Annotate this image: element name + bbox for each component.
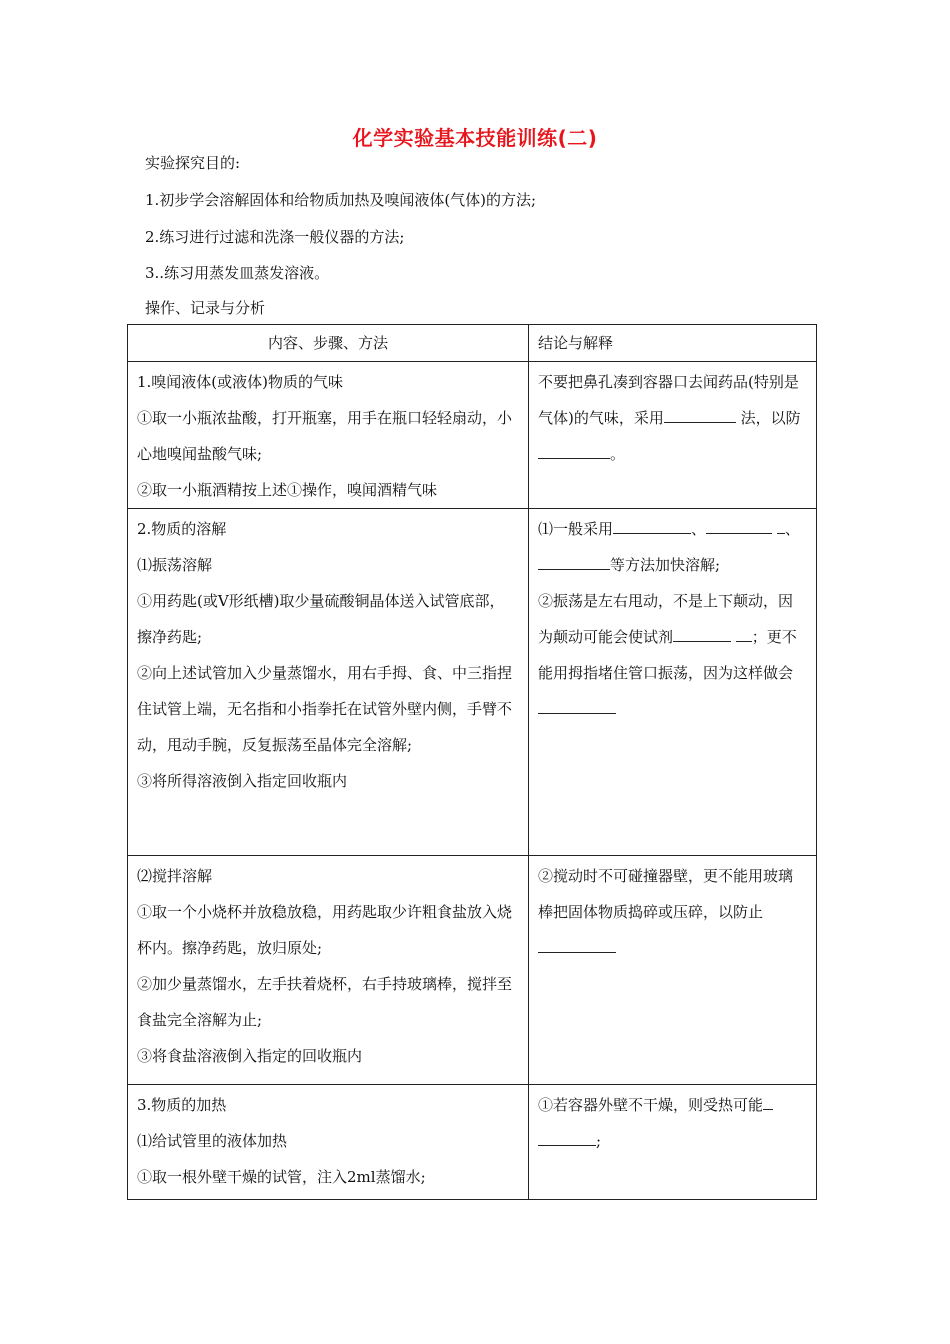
conclusion-paragraph bbox=[538, 583, 807, 727]
goal-item-3: 3..练习用蒸发皿蒸发溶液。 bbox=[145, 264, 330, 282]
step-text: 2.物质的溶解 bbox=[137, 520, 227, 538]
table-header-row bbox=[128, 325, 817, 362]
goal-item-1: 1.初步学会溶解固体和给物质加热及嗅闻液体(气体)的方法; bbox=[145, 191, 537, 209]
conclusion-text: ①若容器外壁不干燥，则受热可能 bbox=[538, 1096, 764, 1114]
step-text: ①用药匙(或V形纸槽)取少量硫酸铜晶体送入试管底部，擦净药匙; bbox=[137, 592, 505, 646]
header-steps: 内容、步骤、方法 bbox=[128, 325, 529, 362]
step-text: ②向上述试管加入少量蒸馏水，用右手拇、食、中三指捏住试管上端，无名指和小指拳托在试管外壁内侧，手臂不动，甩动手腕，反复振荡至晶体完全溶解; bbox=[137, 664, 513, 754]
table-row bbox=[128, 856, 817, 1085]
row4-steps bbox=[128, 1085, 529, 1200]
step-text: ③将所得溶液倒入指定回收瓶内 bbox=[137, 772, 348, 790]
table-row bbox=[128, 1085, 817, 1200]
step-text: ⑴振荡溶解 bbox=[137, 556, 213, 574]
fill-blank[interactable] bbox=[777, 513, 785, 534]
conclusion-text: 、 bbox=[691, 520, 707, 538]
fill-blank[interactable] bbox=[538, 549, 610, 570]
fill-blank[interactable] bbox=[736, 621, 752, 642]
row1-steps bbox=[128, 362, 529, 509]
row2-conclusion bbox=[529, 509, 817, 856]
row4-conclusion bbox=[529, 1085, 817, 1200]
conclusion-text: 等方法加快溶解; bbox=[610, 556, 721, 574]
step-text: ①取一根外壁干燥的试管，注入2ml蒸馏水; bbox=[137, 1168, 426, 1186]
row2-steps bbox=[128, 509, 529, 856]
table-row bbox=[128, 362, 817, 509]
fill-blank[interactable] bbox=[538, 438, 610, 459]
conclusion-text: ⑴一般采用 bbox=[538, 520, 614, 538]
header-conclusion: 结论与解释 bbox=[529, 325, 817, 362]
fill-blank[interactable] bbox=[538, 693, 616, 714]
step-text: 3.物质的加热 bbox=[137, 1096, 227, 1114]
goals-heading: 实验探究目的: bbox=[145, 154, 241, 172]
fill-blank[interactable] bbox=[538, 1125, 596, 1146]
step-text: ①取一小瓶浓盐酸，打开瓶塞，用手在瓶口轻轻扇动，小心地嗅闻盐酸气味; bbox=[137, 409, 513, 463]
step-text: ②加少量蒸馏水，左手扶着烧杯，右手持玻璃棒，搅拌至食盐完全溶解为止; bbox=[137, 975, 513, 1029]
conclusion-text: ②振荡是左右甩动，不是上下颠动，因为颠动可能会使试剂 bbox=[538, 592, 794, 646]
conclusion-text: 法，以防 bbox=[740, 409, 801, 427]
conclusion-text: ; bbox=[596, 1132, 602, 1150]
row1-conclusion bbox=[529, 362, 817, 509]
conclusion-text: 不要把鼻孔凑到容器口去闻药品(特别是气体)的气味，采用 bbox=[538, 373, 799, 427]
fill-blank[interactable] bbox=[763, 1089, 773, 1110]
fill-blank[interactable] bbox=[664, 402, 736, 423]
fill-blank[interactable] bbox=[673, 621, 731, 642]
fill-blank[interactable] bbox=[706, 513, 772, 534]
row3-steps bbox=[128, 856, 529, 1085]
conclusion-text: ②搅动时不可碰撞器壁，更不能用玻璃棒把固体物质捣碎或压碎，以防止 bbox=[538, 867, 794, 921]
experiment-table bbox=[127, 324, 817, 1200]
conclusion-text: 、 bbox=[784, 520, 800, 538]
fill-blank[interactable] bbox=[538, 932, 616, 953]
document-title: 化学实验基本技能训练(二) bbox=[352, 126, 598, 150]
section-heading: 操作、记录与分析 bbox=[145, 299, 266, 317]
table-row bbox=[128, 509, 817, 856]
step-text: ⑴给试管里的液体加热 bbox=[137, 1132, 288, 1150]
step-text: ⑵搅拌溶解 bbox=[137, 867, 213, 885]
conclusion-text: 。 bbox=[610, 445, 626, 463]
fill-blank[interactable] bbox=[613, 513, 691, 534]
row3-conclusion bbox=[529, 856, 817, 1085]
step-text: ③将食盐溶液倒入指定的回收瓶内 bbox=[137, 1047, 363, 1065]
conclusion-text: ；更不能用拇指堵住管口振荡，因为这样做会 bbox=[538, 628, 797, 682]
goal-item-2: 2.练习进行过滤和洗涤一般仪器的方法; bbox=[145, 228, 405, 246]
step-text: 1.嗅闻液体(或液体)物质的气味 bbox=[137, 373, 344, 391]
step-text: ②取一小瓶酒精按上述①操作，嗅闻酒精气味 bbox=[137, 481, 438, 499]
step-text: ①取一个小烧杯并放稳放稳，用药匙取少许粗食盐放入烧杯内。擦净药匙，放归原处; bbox=[137, 903, 513, 957]
